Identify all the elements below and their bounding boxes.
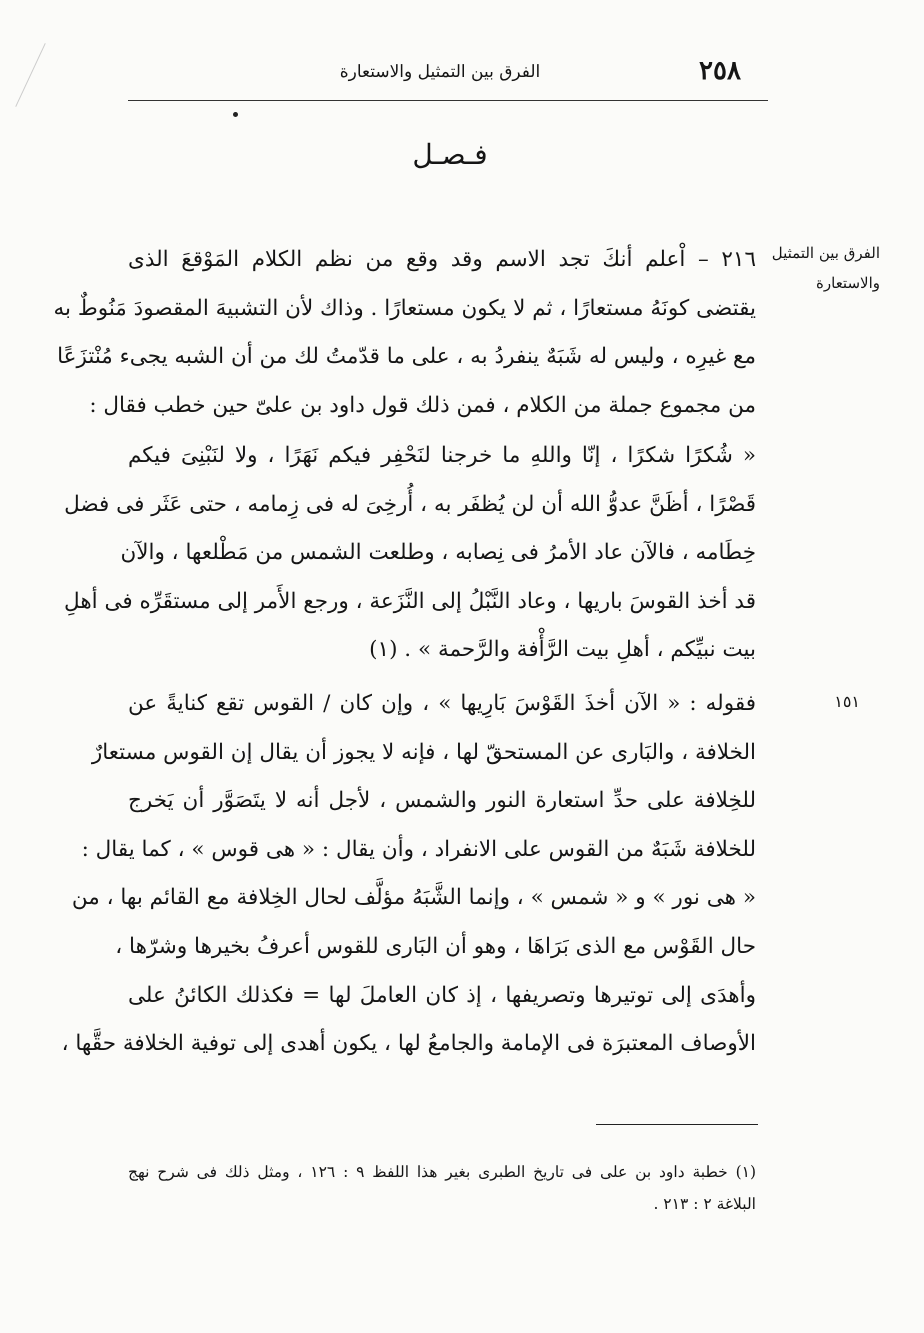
text-line: خِطَامه ، فالآن عاد الأمرُ فى نِصابه ، وطلعت الشمس من مَطْلعها ، والآن bbox=[120, 540, 756, 566]
footnote-line: (١) خطبة داود بن على فى تاريخ الطبرى بغير هذا اللفظ ٩ : ١٢٦ ، ومثل ذلك فى شرح نهج bbox=[128, 1163, 757, 1181]
text-line: للخلافة شَبَهٌ من القوس على الانفراد ، وأن يقال : « هى قوس » ، كما يقال : bbox=[81, 836, 756, 862]
text-line: « شُكرًا شكرًا ، إنّا واللهِ ما خرجنا لنَحْفِر فيكم نَهَرًا ، ولا لنَبْنِىَ فيكم bbox=[128, 443, 756, 468]
margin-note bbox=[770, 238, 880, 298]
text-line: حال القَوْس مع الذى بَرَاهَا ، وهو أن البَارى للقوس أعرفُ بخيرها وشرّها ، bbox=[115, 933, 756, 959]
ink-dot bbox=[233, 112, 238, 117]
scan-artifact-line bbox=[15, 43, 45, 107]
footnote-line: البلاغة ٢ : ٢١٣ . bbox=[653, 1195, 756, 1213]
text-line: بيت نبيِّكم ، أهلِ بيت الرَّأْفة والرَّحمة » . (١) bbox=[369, 637, 756, 663]
text-line: مع غيرِه ، وليس له شَبَهٌ ينفردُ به ، على ما قدّمتُ لك من أن الشبه يجىء مُنْتزَعًا bbox=[57, 344, 756, 370]
text-line: قد أخذ القوسَ باريها ، وعاد النَّبْلُ إلى النَّزَعة ، ورجع الأَمر إلى مستقَرِّه فى أهلِ bbox=[64, 588, 756, 614]
running-title: الفرق بين التمثيل والاستعارة bbox=[339, 62, 541, 82]
text-line: الخلافة ، والبَارى عن المستحقّ لها ، فإنه لا يجوز أن يقال إن القوس مستعارٌ bbox=[91, 739, 756, 765]
page-number: ٢٥٨ bbox=[699, 56, 741, 86]
footnote bbox=[128, 1156, 756, 1220]
margin-note-line: الفرق بين التمثيل bbox=[771, 244, 880, 262]
section-title: فـصـل bbox=[412, 138, 488, 171]
text-line: للخِلافة على حدِّ استعارة النور والشمس ، لأجل أنه لا يتَصَوَّر أن يَخرج bbox=[128, 788, 756, 814]
footnote-rule bbox=[596, 1124, 758, 1125]
commentary-paragraph bbox=[61, 680, 756, 1069]
text-line: ٢١٦ – اْعلم أنكَ تجد الاسم وقد وقع من نظم الكلام المَوْقعَ الذى bbox=[128, 247, 756, 272]
text-line: « هى نور » و « شمس » ، وإنما الشَّبَهُ مؤلَّف لحال الخِلافة مع القائم بها ، من bbox=[71, 885, 756, 911]
text-line: من مجموع جملة من الكلام ، فمن ذلك قول داود بن علىّ حين خطب فقال : bbox=[89, 392, 756, 418]
text-line: فقوله : « الآن أخذَ القَوْسَ بَارِيها » ، وإن كان / القوس تقع كنايةً عن bbox=[128, 691, 756, 716]
text-line: الأوصاف المعتبرَة فى الإمامة والجامعُ لها ، يكون أهدى إلى توفية الخلافة حقَّها ، bbox=[61, 1031, 756, 1057]
text-line: وأهدَى إلى توتيرها وتصريفها ، إذ كان العاملَ لها = فكذلك الكائنُ على bbox=[128, 982, 756, 1008]
text-line: يقتضى كونَهُ مستعارًا ، ثم لا يكون مستعارًا . وذاك لأن التشبيهَ المقصودَ مَنُوطٌ به bbox=[53, 295, 756, 321]
quoted-speech bbox=[64, 432, 756, 675]
header-rule bbox=[128, 100, 768, 101]
margin-note-line: والاستعارة bbox=[816, 274, 880, 292]
paragraph-216 bbox=[53, 236, 756, 430]
margin-reference-number: ١٥١ bbox=[834, 692, 860, 711]
text-line: قَصْرًا ، أظَنَّ عدوُّ الله أن لن يُظفَر به ، أُرخِىَ له فى زِمامه ، حتى عَثَر فى فضل bbox=[64, 491, 756, 517]
